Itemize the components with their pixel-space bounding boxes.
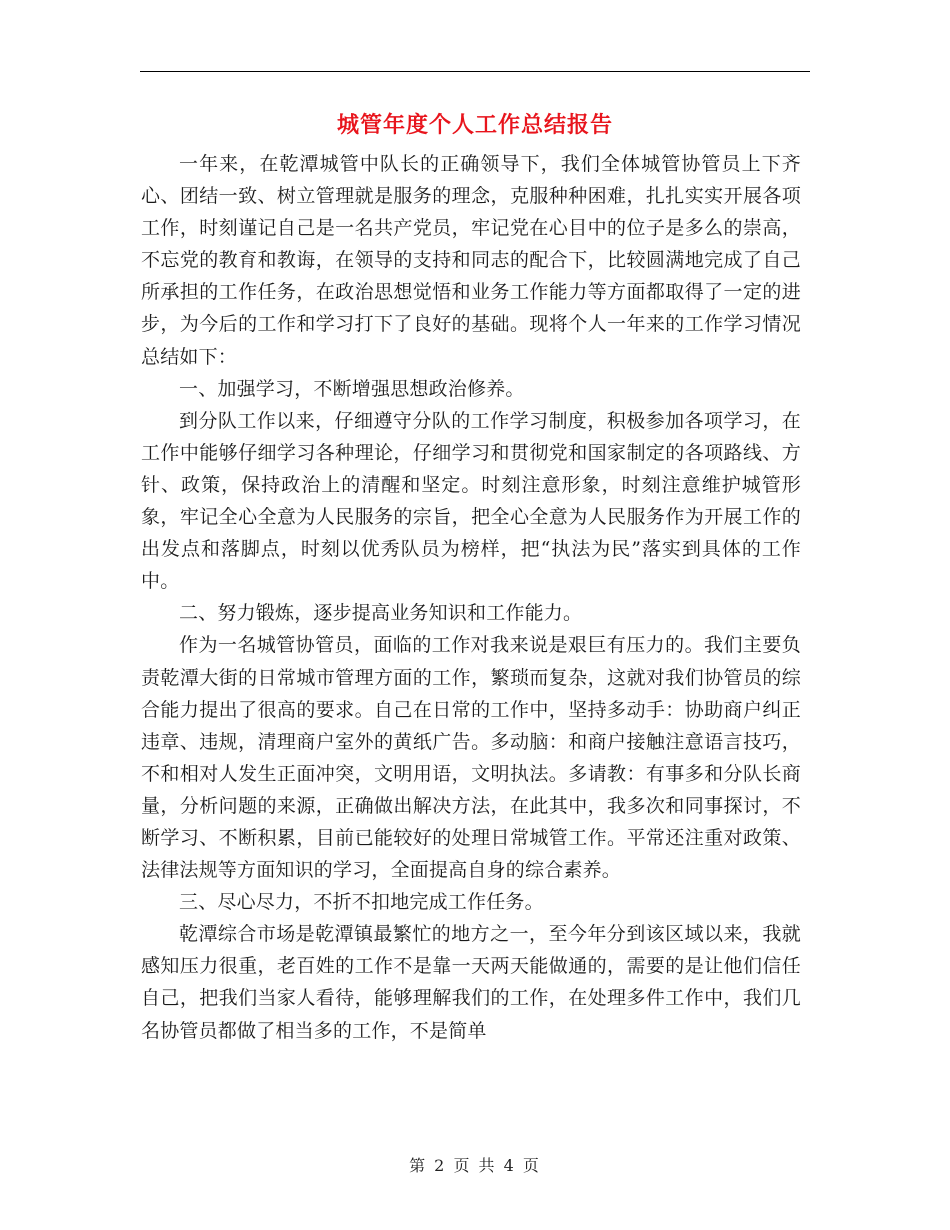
document-title: 城管年度个人工作总结报告: [336, 112, 613, 138]
paragraph-section-3: 乾潭综合市场是乾潭镇最繁忙的地方之一，至今年分到该区域以来，我就感知压力很重，老百姓的工作不是靠一天两天能做通的，需要的是让他们信任自己，把我们当家人看待，能够理解我们的工作，在处理多件工作中，我们几名协管员都做了相当多的工作，不是简单: [141, 923, 801, 1042]
section-heading-2: 二、努力锻炼，逐步提高业务知识和工作能力。: [179, 602, 583, 625]
header-rule: [140, 71, 810, 72]
paragraph-section-1: 到分队工作以来，仔细遵守分队的工作学习制度，积极参加各项学习，在工作中能够仔细学习各种理论，仔细学习和贯彻党和国家制定的各项路线、方针、政策，保持政治上的清醒和坚定。时刻注意形象，时刻注意维护城管形象，牢记全心全意为人民服务的宗旨，把全心全意为人民服务作为开展工作的出发点和落脚点，时刻以优秀队员为榜样，把“执法为民”落实到具体的工作中。: [141, 409, 801, 593]
section-heading-1: 一、加强学习，不断增强思想政治修养。: [179, 377, 525, 400]
document-body: [141, 148, 801, 1047]
paragraph-intro: 一年来，在乾潭城管中队长的正确领导下，我们全体城管协管员上下齐心、团结一致、树立管理就是服务的理念，克服种种困难，扎扎实实开展各项工作，时刻谨记自己是一名共产党员，牢记党在心目中的位子是多么的崇高，不忘党的教育和教诲，在领导的支持和同志的配合下，比较圆满地完成了自己所承担的工作任务，在政治思想觉悟和业务工作能力等方面都取得了一定的进步，为今后的工作和学习打下了良好的基础。现将个人一年来的工作学习情况总结如下：: [141, 153, 801, 368]
page-number: 第 2 页 共 4 页: [409, 1156, 541, 1175]
section-heading-3: 三、尽心尽力，不折不扣地完成工作任务。: [179, 891, 544, 914]
paragraph-section-2: 作为一名城管协管员，面临的工作对我来说是艰巨有压力的。我们主要负责乾潭大街的日常城市管理方面的工作，繁琐而复杂，这就对我们协管员的综合能力提出了很高的要求。自己在日常的工作中，坚持多动手：协助商户纠正违章、违规，清理商户室外的黄纸广告。多动脑：和商户接触注意语言技巧，不和相对人发生正面冲突，文明用语，文明执法。多请教：有事多和分队长商量，分析问题的来源，正确做出解决方法，在此其中，我多次和同事探讨，不断学习、不断积累，目前已能较好的处理日常城管工作。平常还注重对政策、法律法规等方面知识的学习，全面提高自身的综合素养。: [141, 634, 801, 882]
